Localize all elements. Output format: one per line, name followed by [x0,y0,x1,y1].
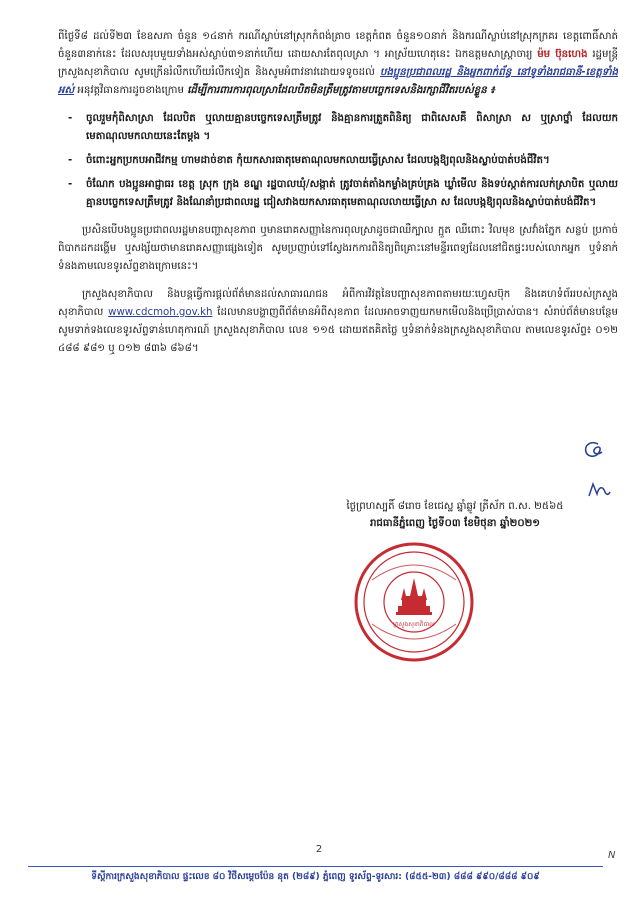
list-item [58,176,618,212]
bullet-dash: - [68,179,73,190]
lunar-date: ថ្ងៃព្រហស្បតិ៍ ៨រោច ខែជេស្ឋ ឆ្នាំឆ្លូវ ត្រីស័ក ព.ស. ២៥៦៥ [346,501,564,512]
footer-divider [28,866,603,867]
info-text-b: ដែលមានបង្ហាញពីព័ត៌មានអំពីសុខភាព ដែលអាចទាញយកមកមើលនិងប្រើប្រាស់បាន។ សំរាប់ព័ត៌មានបន្ថែម សូមទាក់ទងលេខទូរស័ព្ទទាន់ហេតុការណ៍ ក្រសួងសុខាភិបាល លេខ ១១៥ ដោយឥតគិតថ្លៃ ឬទំនាក់ទំនងក្រសួងសុខាភិបាល តាមលេខទូរស័ព្ទ៖ ០១២ ៤៨៨ ៩៨១ ឬ ០១២ ៨៣៦ ៨៦៨។ [58,307,619,354]
seal-inner-text: ក្រសួងសុខាភិបាល [393,621,435,628]
document-body [58,28,618,368]
audience-highlight: បងប្អូនប្រជាពលរដ្ឋ និងអ្នកពាក់ព័ន្ធ នៅទូទាំងរាជធានី-ខេត្តទាំងអស់ [58,67,618,96]
bullet-text: ចំណែក បងប្អូនអាជ្ញាធរ ខេត្ត ស្រុក ក្រុង ខណ្ឌ រដ្ឋបាលឃុំ/សង្កាត់ ត្រូវចាត់តាំងកម្លាំងគ្រប់គ្រង ឃ្លាំមើល និងទប់ស្កាត់ការលក់ស្រាបិត ឬលាយគ្មានបច្ចេកទេសត្រឹមត្រូវ និងណែនាំប្រជាពលរដ្ឋ ជៀសវាងយកសារធាតុមេតាណុលលាយធ្វើស្រា ស ដែលបង្កឱ្យពុលនិងស្លាប់បាត់បង់ជីវិត។ [86,179,618,208]
intro-text-d: ដើម្បីការពារការពុលស្រាដែលបិតមិនត្រឹមត្រូវតាមបច្ចេកទេសនិងរក្សាជីវិតរបស់ខ្លួន ៖ [187,85,495,96]
info-paragraph [58,286,618,358]
intro-text-c: អនុវត្តវិធានការដូចខាងក្រោម [77,85,184,96]
intro-text-a: ពីថ្ងៃទី៨ ដល់ទី២៣ ខែឧសភា ចំនួន ១៤នាក់ ករណីស្លាប់នៅស្រុកកំពង់ត្រាច ខេត្តកំពត ចំនួន១០នាក់ និងករណីស្លាប់នៅស្រុកក្រគរ ខេត្តពោធិ៍សាត់ ចំនួន៣នាក់នេះ ដែលសរុបមួយទាំងអស់ស្លាប់៣១នាក់ហើយ ដោយសារតែពុលស្រា ។ អាស្រ័យហេតុនេះ ឯកឧត្តមសាស្ត្រាចារ្យ [58,31,618,60]
list-item [58,110,618,146]
symptoms-paragraph: ប្រសិនបើបងប្អូនប្រជាពលរដ្ឋមានបញ្ហាសុខភាព ឬមានរោគសញ្ញានៃការពុលស្រាដូចជាឈឺក្បាល ក្អួត ឈឺពោះ វិលមុខ ស្រវាំងភ្នែក សន្លប់ ប្រកាច់ ពិបាកដកដង្ហើម ឬសង្ស័យថាមានរោគសញ្ញាផ្សេងទៀត សូមប្រញាប់ទៅស្វែងរកការពិនិត្យពិគ្រោះនៅមន្ទីរពេទ្យដែលនៅជិតផ្ទះរបស់លោកអ្នក ឬទំនាក់ទំនងតាមលេខទូរស័ព្ទខាងក្រោមនេះ។ [58,225,618,272]
website-link[interactable]: www.cdcmoh.gov.kh [108,307,213,318]
bullet-dash: - [68,155,73,166]
intro-paragraph [58,28,618,100]
bullet-text: ចំពោះអ្នកប្រកបអាជីវកម្ម ហាមដាច់ខាត កុំយកសារធាតុមេតាណុលមកលាយធ្វើស្រាស ដែលបង្កឱ្យពុលនិងស្លាប់បាត់បង់ជីវិត។ [86,155,550,166]
solar-date: រាជធានីភ្នំពេញ ថ្ងៃទី០៣ ខែមិថុនា ឆ្នាំ២០២១ [369,518,541,529]
info-text-a: ក្រសួងសុខាភិបាល និងបន្តធ្វើការផ្តល់ព័ត៌មានដល់សាធារណជន អំពីការវិវត្តនៃបញ្ហាសុខភាពតាមរយៈហ្វេសប៊ុក និងគេហទំព័ររបស់ក្រសួងសុខាភិបាល [58,289,618,318]
angkor-temple-icon [396,578,432,615]
minister-name: ម៉ម ប៊ុនហេង [537,49,588,60]
footer-address: ទីស្តីការក្រសួងសុខាភិបាល ផ្ទះលេខ ៨០ វិថីសម្តេចប៉ែន នុត (២៨៩) ភ្នំពេញ ទូរស័ព្ទ-ទូរសារ: (៨៥៥-២៣) ៨៨៨ ៩៩០/៨៨៨ ៩០៩ [91,872,540,882]
date-block [300,498,610,532]
intro-text-b: រដ្ឋមន្ត្រីក្រសួងសុខាភិបាល សូមក្រើនរំលឹកហើយរំលឹកទៀត និងសូមអំពាវនាវដោយទទូចដល់ [58,49,618,78]
page-number: 2 [315,844,323,855]
measures-list [58,110,618,212]
ministry-seal [352,540,476,664]
list-item [58,152,618,170]
bullet-text: ចូលរួមកុំពិសាស្រា ដែលបិត ឬលាយគ្មានបច្ចេកទេសត្រឹមត្រូវ និងគ្មានការត្រួតពិនិត្យ ជាពិសេសគឺ ពិសាស្រា ស ឬស្រាថ្នាំ ដែលយកមេតាណុលមកលាយនេះតែម្តង ។ [86,113,618,142]
initial-signature-icon [580,438,606,462]
bullet-dash: - [68,113,73,124]
signature-mark-icon [585,478,611,502]
footer-mark: N [608,850,616,861]
